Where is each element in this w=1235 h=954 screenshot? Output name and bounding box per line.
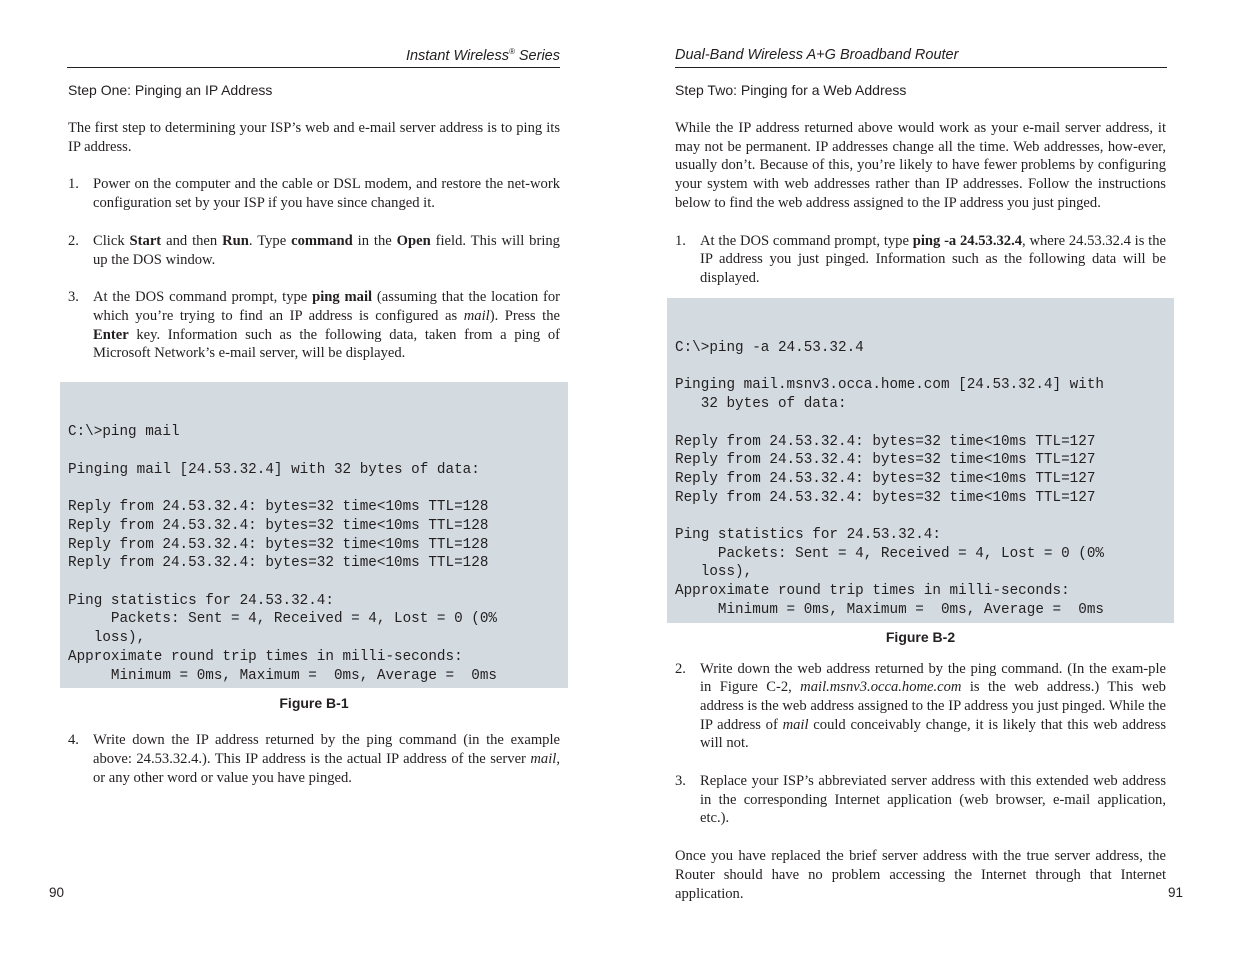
step-text: Write down the IP address returned by the ping command (in the example above: 24.53.32.4.). This IP address is the actual IP address of the server [93,732,560,767]
code-line: Reply from 24.53.32.4: bytes=32 time<10ms TTL=128 [68,499,489,516]
italic-mail: mail [530,750,557,767]
page-number: 91 [1168,885,1184,900]
list-item-step-1 [675,232,1166,288]
list-item-step-1 [68,175,560,212]
intro-paragraph: While the IP address returned above would work as your e-mail server address, it may not be permanent. IP addresses change all the time. Web addresses, how-ever, usually don’t. Because of this, you’re likely to have fewer problems by configuring your system with web addresses rather than IP addresses. Follow the instructions below to find the web address assigned to the IP address you just pinged. [675,120,1166,211]
code-line: loss), [68,630,146,647]
code-line: Ping statistics for 24.53.32.4: [68,592,334,609]
right-page [617,0,1235,954]
step-text: ). Press the [489,307,560,324]
step-text: key. Information such as the following data, taken from a ping of Microsoft Network’s e-mail server, will be displayed. [93,326,560,362]
step-text: , where 24.53.32.4 is the IP address you just pinged. Information such as the following data will be displayed. [700,232,1166,286]
keyword-start: Start [129,232,162,249]
step-text: field. This will bring up the DOS window. [93,232,560,268]
step-text: Replace your ISP’s abbreviated server address with this extended web address in the corresponding Internet application (web browser, e-mail application, etc.). [700,773,1166,827]
steps-list [68,175,560,363]
list-item-step-4 [68,731,560,787]
steps-list-continued [68,731,560,787]
code-line: Packets: Sent = 4, Received = 4, Lost = 0 (0% [68,611,497,628]
step-text: could conceivably change, it is likely that this web address will not. [700,716,1166,752]
code-line: Approximate round trip times in milli-seconds: [68,648,463,665]
list-item-step-2 [675,660,1166,754]
code-line: loss), [675,564,753,581]
code-line: Pinging mail.msnv3.occa.home.com [24.53.32.4] with [675,377,1104,394]
keyword-command: command [291,232,353,249]
code-line: Reply from 24.53.32.4: bytes=32 time<10ms TTL=127 [675,452,1096,469]
code-block-figure-b1 [60,382,568,688]
code-line: Reply from 24.53.32.4: bytes=32 time<10ms TTL=127 [675,433,1096,450]
code-line: Reply from 24.53.32.4: bytes=32 time<10ms TTL=127 [675,489,1096,506]
intro-paragraph: The first step to determining your ISP’s web and e-mail server address is to ping its IP address. [68,120,560,155]
italic-web-address: mail.msnv3.occa.home.com [800,679,962,696]
italic-mail: mail [463,307,490,324]
code-line: Minimum = 0ms, Maximum = 0ms, Average = 0ms [68,667,497,684]
left-column [68,80,560,806]
figure-caption: Figure B-2 [885,628,956,645]
registered-mark: ® [508,47,515,56]
code-line: Reply from 24.53.32.4: bytes=32 time<10ms TTL=128 [68,536,489,553]
step-text: , or any other word or value you have pinged. [93,750,560,786]
step-text: (assuming that the location for which you’re trying to find an IP address is configured as [93,289,560,324]
step-text: Click [93,232,130,249]
keyword-run: Run [222,232,249,249]
keyword-open: Open [396,232,431,249]
code-line: C:\>ping -a 24.53.32.4 [675,340,864,357]
right-column [675,80,1166,922]
step-text: in the [352,232,397,249]
header-text: Instant Wireless [405,47,509,64]
step-text: Write down the web address returned by the ping command. (In the exam-ple in Figure C-2, [700,660,1166,696]
step-text: . Type [248,232,292,249]
code-line: Reply from 24.53.32.4: bytes=32 time<10ms TTL=128 [68,517,489,534]
header-suffix: Series [514,47,560,64]
step-number: 4. [68,732,79,749]
steps-list-continued [675,660,1166,829]
steps-list [675,232,1166,288]
left-page [0,0,617,954]
step-number: 3. [675,773,686,790]
code-line [675,414,1166,433]
code-line [68,442,560,461]
code-line [675,358,1166,377]
code-line: Minimum = 0ms, Maximum = 0ms, Average = 0ms [675,601,1104,618]
list-item-step-2 [68,232,560,269]
code-line: Pinging mail [24.53.32.4] with 32 bytes of data: [68,461,480,478]
step-text: is the web address.) This web address is the web address assigned to the IP address you just pinged. While the IP address of [700,679,1166,733]
code-line [675,507,1166,526]
code-line [68,480,560,499]
section-title: Step Two: Pinging for a Web Address [675,82,907,98]
code-line: Approximate round trip times in milli-seconds: [675,583,1070,600]
keyword-enter: Enter [93,326,129,343]
closing-paragraph: Once you have replaced the brief server address with the true server address, the Router should have no problem accessing the Internet through that Internet application. [675,848,1166,902]
list-item-step-3 [68,288,560,363]
code-line: Reply from 24.53.32.4: bytes=32 time<10ms TTL=128 [68,555,489,572]
code-line: 32 bytes of data: [675,396,847,413]
code-line: Packets: Sent = 4, Received = 4, Lost = 0 (0% [675,545,1104,562]
section-title: Step One: Pinging an IP Address [68,82,273,98]
step-text: Power on the computer and the cable or DSL modem, and restore the net-work configuration set by your ISP if you have since changed it. [93,176,560,212]
running-header [67,47,560,68]
code-line: C:\>ping mail [68,424,180,441]
step-number: 2. [68,232,79,249]
step-text: At the DOS command prompt, type [93,289,313,306]
page-number: 90 [49,885,65,900]
step-text: At the DOS command prompt, type [700,232,913,249]
code-block-figure-b2 [667,298,1174,623]
step-number: 3. [68,289,79,306]
list-item-step-3 [675,772,1166,828]
figure-caption: Figure B-1 [279,695,349,712]
code-line: Reply from 24.53.32.4: bytes=32 time<10ms TTL=127 [675,470,1096,487]
keyword-ping-mail: ping mail [312,289,373,306]
step-number: 1. [68,176,79,193]
italic-mail: mail [782,716,809,733]
code-line [68,573,560,592]
step-number: 2. [675,660,686,677]
keyword-ping-a: ping -a 24.53.32.4 [912,232,1023,249]
step-number: 1. [675,232,686,249]
step-text: and then [161,232,223,249]
running-header: Dual-Band Wireless A+G Broadband Router [675,47,1167,68]
code-line: Ping statistics for 24.53.32.4: [675,527,941,544]
